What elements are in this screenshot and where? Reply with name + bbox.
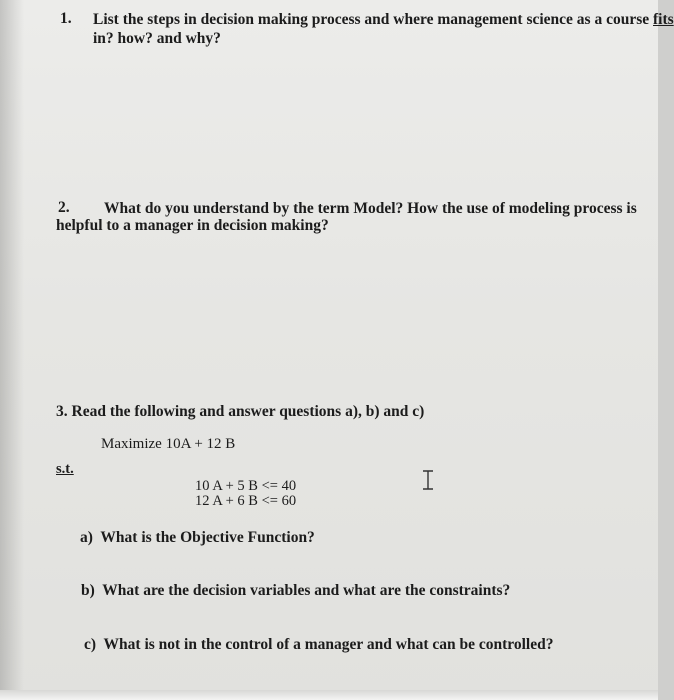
constraint-2: 12 A + 6 B <= 60 — [195, 493, 297, 509]
part-b-label: b) — [81, 582, 95, 599]
question-1-text: List the steps in decision making process and where management science as a course — [93, 11, 653, 28]
text-cursor-icon — [421, 470, 435, 490]
part-b-text: What are the decision variables and what are the constraints? — [102, 582, 511, 599]
part-c-text: What is not in the control of a manager and what can be controlled? — [103, 636, 554, 653]
question-3-intro: 3. Read the following and answer questions a), b) and c) — [56, 403, 425, 420]
page-bottom-edge — [0, 690, 658, 700]
objective-function: Maximize 10A + 12 B — [101, 436, 236, 452]
question-2-line-1: What do you understand by the term Model? How the use of modeling process is — [104, 200, 637, 217]
part-a — [80, 528, 315, 547]
part-c-label: c) — [84, 636, 97, 653]
part-b — [81, 581, 510, 600]
fits-word: fits — [653, 11, 674, 28]
part-a-label: a) — [80, 529, 93, 546]
subject-to-label: s.t. — [56, 461, 74, 477]
page-edge-shadow — [0, 0, 24, 700]
question-2-number: 2. — [58, 199, 70, 216]
part-c — [84, 635, 553, 654]
part-a-text: What is the Objective Function? — [100, 529, 315, 546]
constraint-1: 10 A + 5 B <= 40 — [195, 478, 297, 494]
question-1-line-1 — [93, 10, 674, 29]
question-1-number: 1. — [60, 10, 72, 27]
question-2-line-2: helpful to a manager in decision making? — [56, 217, 329, 234]
question-1-line-2: in? how? and why? — [93, 30, 221, 47]
